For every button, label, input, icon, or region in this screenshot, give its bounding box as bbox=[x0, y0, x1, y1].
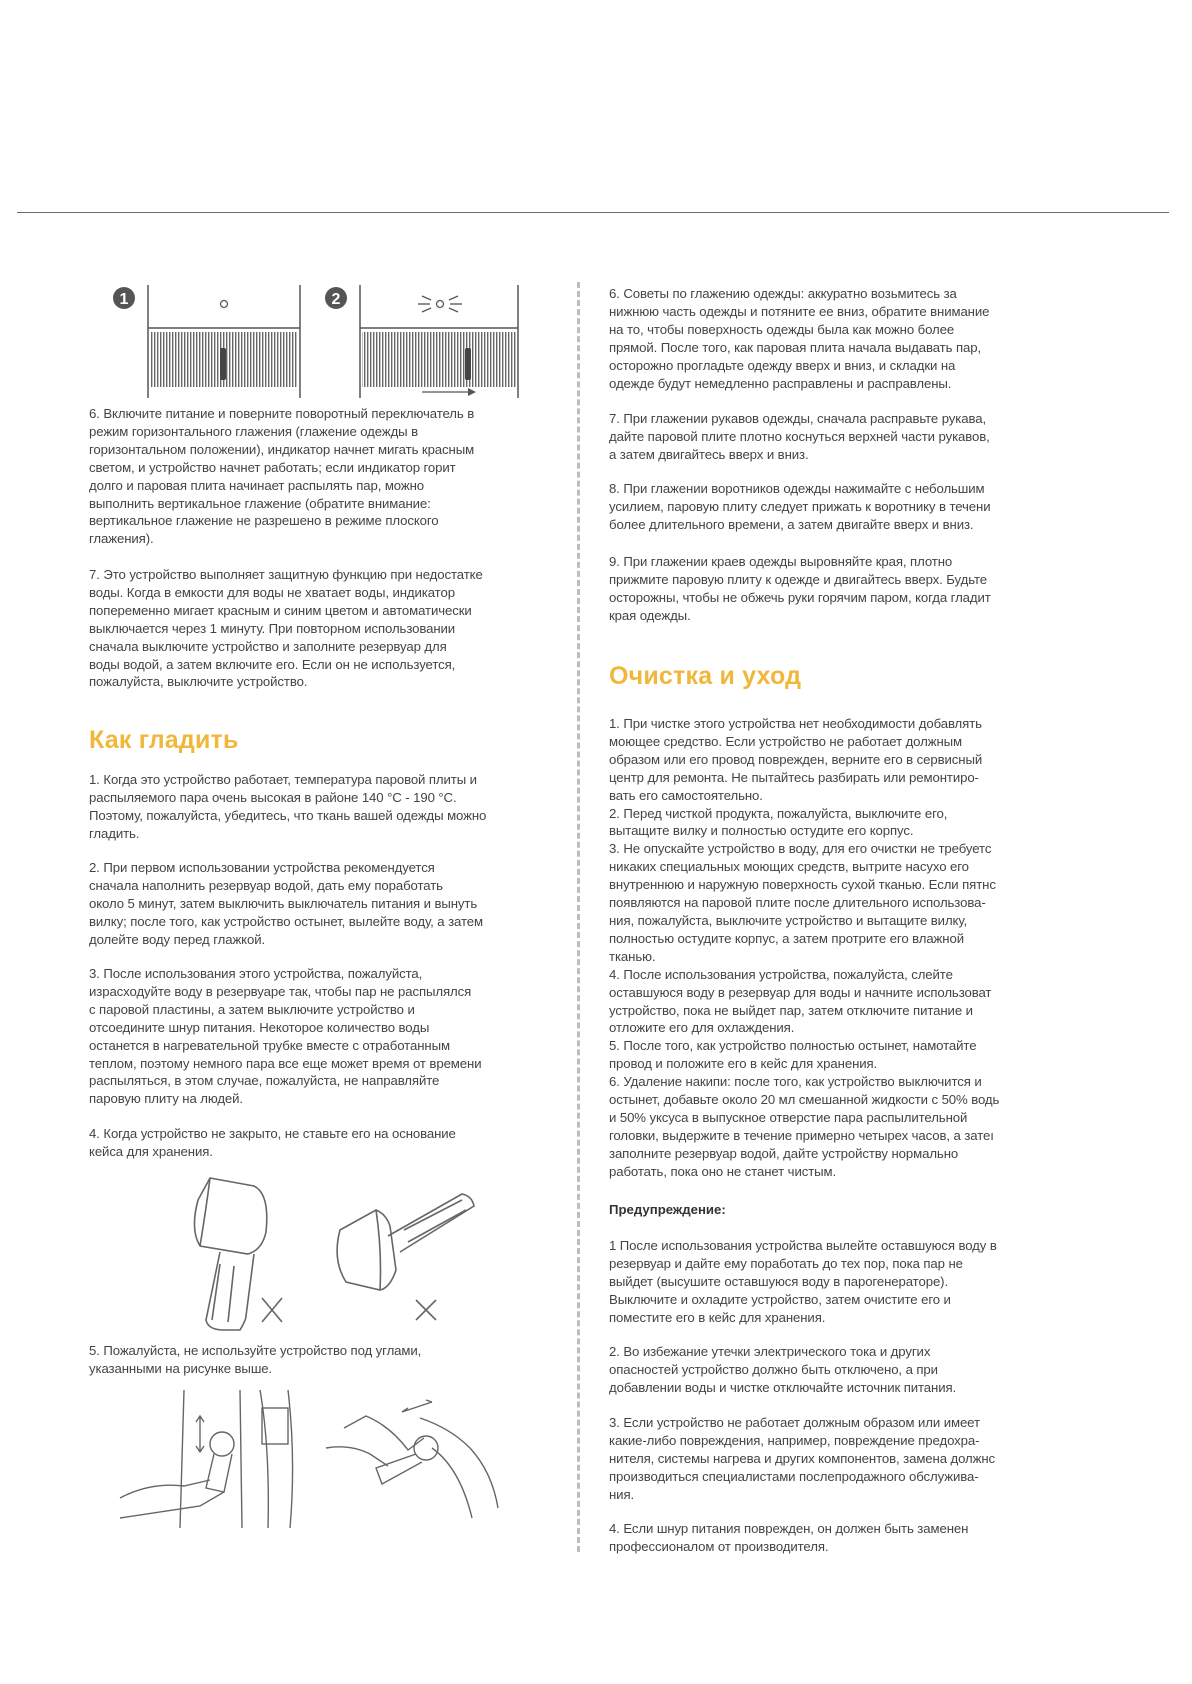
column-divider bbox=[577, 282, 580, 1552]
cleaning-care-steps: 1. При чистке этого устройства нет необходимости добавлять моющее средство. Если устройство не работает должным образом или его провод поврежден, верните его в сервисный центр для ремонта. Не пытайтесь разбирать или ремонтиро- вать его самостоятельно. 2. Перед чисткой продукта, пожалуйста, выключите его, вытащите вилку и полностью остудите его корпус. 3. Не опускайте устройство в воду, для его очистки не требуетс никаких специальных моющих средств, вытрите насухо его внутреннюю и наружную поверхность сухой тканью. Если пятнс появляются на паровой плите после длительного использова- ния, пожалуйста, выключите устройство и вытащите вилку, полностью остудите корпус, а затем протрите его влажной тканью. 4. После использования устройства, пожалуйста, слейте оставшуюся воду в резервуар для воды и начните использоват устройство, пока не выйдет пар, затем отключите питание и отложите его для охлаждения. 5. После того, как устройство полностью остынет, намотайте провод и положите его в кейс для хранения. 6. Удаление накипи: после того, как устройство выключится и остынет, добавьте около 20 мл смешанной жидкости с 50% водь и 50% уксуса в выпускное отверстие пара распылительной головки, выдержите в течение примерно четырех часов, а затеı заполните резервуар водой, дайте устройству нормально работать, пока оно не станет чистым. bbox=[609, 716, 1000, 1179]
iron-step-1: 1. Когда это устройство работает, температура паровой плиты и распыляемого пара очень высокая в районе 140 °C - 190 °C. Поэтому, пожалуйста, убедитесь, что ткань вашей одежды можно гладить. bbox=[89, 772, 487, 841]
wrong-angles-figure bbox=[190, 1170, 490, 1330]
iron-step-4: 4. Когда устройство не закрыто, не ставьте его на основание кейса для хранения. bbox=[89, 1126, 456, 1159]
right-step-7: 7. При глажении рукавов одежды, сначала расправьте рукава, дайте паровой плите плотно коснуться верхней части рукавов, а затем двигайтесь вверх и вниз. bbox=[609, 411, 990, 462]
warning-4: 4. Если шнур питания поврежден, он должен быть заменен профессионалом от производителя. bbox=[609, 1521, 969, 1554]
iron-step-3: 3. После использования этого устройства, пожалуйста, израсходуйте воду в резервуаре так, чтобы пар не распылялся с паровой пластины, а затем выключите устройство и отсоедините шнур питания. Некоторое количество воды останется в нагревательной трубке вместе с отработанным теплом, поэтому немного пара все еще может время от времени распыляться, в этом случае, пожалуйста, не направляйте паровую плиту на людей. bbox=[89, 966, 482, 1107]
top-rule bbox=[17, 212, 1169, 213]
warning-heading: Предупреждение: bbox=[609, 1202, 726, 1217]
step2-badge: 2 bbox=[331, 291, 341, 308]
step1-badge: 1 bbox=[119, 291, 129, 308]
warning-1: 1 После использования устройства вылейте оставшуюся воду в резервуар и дайте ему поработать до тех пор, пока пар не выйдет (высушите оставшуюся воду в парогенераторе). Выключите и охладите устройство, затем очистите его и поместите его в кейс для хранения. bbox=[609, 1238, 997, 1325]
right-step-8: 8. При глажении воротников одежды нажимайте с небольшим усилием, паровую плиту следует прижать к воротнику в течени более длительного времени, а затем двигайте вверх и вниз. bbox=[609, 481, 991, 532]
mode-switch-step2 bbox=[325, 285, 518, 398]
sleeve-ironing-illustration bbox=[326, 1400, 498, 1518]
iron-step-5: 5. Пожалуйста, не используйте устройство под углами, указанными на рисунке выше. bbox=[89, 1343, 422, 1376]
iron-step-2: 2. При первом использовании устройства рекомендуется сначала наполнить резервуар водой, дать ему поработать около 5 минут, затем выключить выключатель питания и вынуть вилку; после того, как устройство остынет, вылейте воду, а затем долейте воду перед глажкой. bbox=[89, 860, 483, 947]
warning-2: 2. Во избежание утечки электрического тока и других опасностей устройство должно быть отключено, а при добавлении воды и чистке отключайте источник питания. bbox=[609, 1344, 957, 1395]
mode-switch-step1 bbox=[113, 285, 300, 398]
wrong-angle-2 bbox=[337, 1194, 474, 1320]
how-to-iron-heading: Как гладить bbox=[89, 726, 239, 754]
left-step-7: 7. Это устройство выполняет защитную функцию при недостатке воды. Когда в емкости для воды не хватает воды, индикатор попеременно мигает красным и синим цветом и автоматически выключается через 1 минуту. При повторном использовании сначала выключите устройство и заполните резервуар для воды водой, а затем включите его. Если он не используется, пожалуйста, выключите устройство. bbox=[89, 567, 483, 690]
usage-illustrations bbox=[120, 1388, 520, 1528]
left-step-6: 6. Включите питание и поверните поворотный переключатель в режим горизонтального глажения (глажение одежды в горизонтальном положении), индикатор начнет мигать красным светом, и устройство начнет работать; если индикатор горит долго и паровая плита начинает распылять пар, можно выполнить вертикальное глажение (обратите внимание: вертикальное глажение не разрешено в режиме плоского глажения). bbox=[89, 406, 475, 547]
cleaning-care-heading: Очистка и уход bbox=[609, 662, 802, 690]
vertical-ironing-illustration bbox=[120, 1390, 293, 1528]
warning-3: 3. Если устройство не работает должным образом или имеет какие-либо повреждения, например, повреждение предохра- нителя, системы нагрева и других компонентов, замена должнс производиться специалистами послепродажного обслужива- ния. bbox=[609, 1415, 996, 1502]
right-step-9: 9. При глажении краев одежды выровняйте края, плотно прижмите паровую плиту к одежде и двигайтесь вверх. Будьте осторожны, чтобы не обжечь руки горячим паром, когда гладит края одежды. bbox=[609, 554, 991, 623]
wrong-angle-1 bbox=[194, 1178, 282, 1330]
mode-switch-figure bbox=[100, 280, 540, 400]
right-step-6: 6. Советы по глажению одежды: аккуратно возьмитесь за нижнюю часть одежды и потяните ее вниз, обратите внимание на то, чтобы поверхность одежды была как можно более прямой. После того, как паровая плита начала выдавать пар, осторожно прогладьте одежду вверх и вниз, и складки на одежде будут немедленно расправлены и расправлены. bbox=[609, 286, 990, 391]
